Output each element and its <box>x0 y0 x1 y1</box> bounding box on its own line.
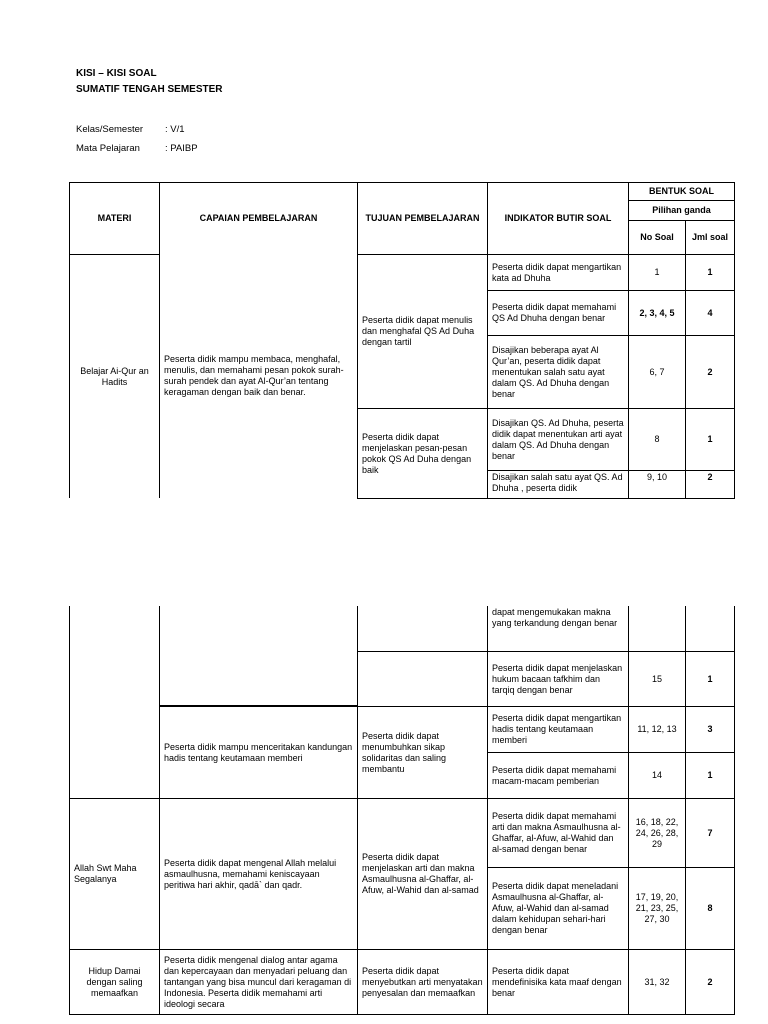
jml-soal-row-4: 1 <box>685 408 735 471</box>
tujuan-menulis: Peserta didik dapat menulis dan menghafal QS Ad Duha dengan tartil <box>357 254 488 409</box>
tujuan-hadis: Peserta didik dapat menumbuhkan sikap solidaritas dan saling membantu <box>357 706 488 799</box>
capaian-damai: Peserta didik mengenal dialog antar agama dan kepercayaan dan menyadari peluang dan tantangan yang bisa muncul dari keragaman di Indonesia. Peserta didik memahami arti ideologi secara <box>159 949 358 1015</box>
no-soal-row-4: 8 <box>628 408 686 471</box>
indikator-row-16: Peserta didik dapat memahami arti dan makna Asmaulhusna al-Ghaffar, al-Afuw, al-Wahid dan al-samad dengan benar <box>487 798 629 868</box>
capaian-hadis: Peserta didik mampu menceritakan kandungan hadis tentang keutamaan memberi <box>159 706 358 799</box>
header-capaian: CAPAIAN PEMBELAJARAN <box>159 182 358 255</box>
indikator-row-11: Peserta didik dapat mengartikan hadis tentang keutamaan memberi <box>487 706 629 753</box>
mapel-value: : PAIBP <box>165 143 198 154</box>
tujuan-damai: Peserta didik dapat menyebutkan arti menyatakan penyesalan dan memaafkan <box>357 949 488 1015</box>
materi-allah: Allah Swt Maha Segalanya <box>69 798 160 950</box>
indikator-row-1: Peserta didik dapat mengartikan kata ad Dhuha <box>487 254 629 291</box>
header-tujuan: TUJUAN PEMBELAJARAN <box>357 182 488 255</box>
tujuan-pesan-pokok: Peserta didik dapat menjelaskan pesan-pesan pokok QS Ad Duha dengan baik <box>357 408 488 499</box>
indikator-row-3: Disajikan beberapa ayat Al Qur’an, peserta didik dapat menentukan salah satu ayat dalam QS. Ad Dhuha dengan benar <box>487 335 629 409</box>
tujuan-tafkhim <box>357 651 488 707</box>
jml-soal-row-15: 1 <box>685 651 735 707</box>
no-soal-row-14: 14 <box>628 752 686 799</box>
tujuan-allah: Peserta didik dapat menjelaskan arti dan makna Asmaulhusna al-Ghaffar, al-Afuw, al-Wahid dan al-samad <box>357 798 488 950</box>
materi-alquran-cont <box>69 606 160 799</box>
header-jml-soal: Jml soal <box>685 220 735 255</box>
jml-soal-row-14: 1 <box>685 752 735 799</box>
no-soal-row-1: 1 <box>628 254 686 291</box>
page-gap <box>0 520 768 598</box>
jml-soal-row-16: 7 <box>685 798 735 868</box>
no-soal-cont <box>628 606 686 652</box>
jml-soal-row-5: 2 <box>685 470 735 499</box>
jml-soal-row-31: 2 <box>685 949 735 1015</box>
jml-soal-row-2: 4 <box>685 290 735 336</box>
header-no-soal: No Soal <box>628 220 686 255</box>
indikator-row-17: Peserta didik dapat meneladani Asmaulhusna al-Ghaffar, al-Afuw, al-Wahid dan al-samad dalam kehidupan sehari-hari dengan benar <box>487 867 629 950</box>
indikator-row-14: Peserta didik dapat memahami macam-macam pemberian <box>487 752 629 799</box>
indikator-row-5: Disajikan salah satu ayat QS. Ad Dhuha , peserta didik <box>487 470 629 499</box>
no-soal-row-17: 17, 19, 20, 21, 23, 25, 27, 30 <box>628 867 686 950</box>
capaian-alquran: Peserta didik mampu membaca, menghafal, menulis, dan memahami pesan pokok surah-surah pendek dan ayat Al-Qur’an tentang keragaman dengan baik dan benar. <box>159 254 358 498</box>
jml-soal-row-11: 3 <box>685 706 735 753</box>
header-pilihan-ganda: Pilihan ganda <box>628 200 735 221</box>
indikator-row-31: Peserta didik dapat mendefinisika kata maaf dengan benar <box>487 949 629 1015</box>
header-materi: MATERI <box>69 182 160 255</box>
jml-soal-row-1: 1 <box>685 254 735 291</box>
jml-soal-row-17: 8 <box>685 867 735 950</box>
no-soal-row-16: 16, 18, 22, 24, 26, 28, 29 <box>628 798 686 868</box>
tujuan-pesan-cont <box>357 606 488 652</box>
materi-alquran: Belajar Ai-Qur an Hadits <box>69 254 160 498</box>
kelas-label: Kelas/Semester <box>76 124 144 135</box>
capaian-allah: Peserta didik dapat mengenal Allah melalui asmaulhusna, memahami keniscayaan peritiwa hari akhir, qadā` dan qadr. <box>159 798 358 950</box>
no-soal-row-11: 11, 12, 13 <box>628 706 686 753</box>
capaian-alquran-cont <box>159 606 358 706</box>
indikator-row-15: Peserta didik dapat menjelaskan hukum bacaan tafkhim dan tarqiq dengan benar <box>487 651 629 707</box>
jml-soal-cont <box>685 606 735 652</box>
no-soal-row-15: 15 <box>628 651 686 707</box>
no-soal-row-3: 6, 7 <box>628 335 686 409</box>
indikator-row-4: Disajikan QS. Ad Dhuha, peserta didik dapat menentukan arti ayat dalam QS. Ad Dhuha dengan benar <box>487 408 629 471</box>
materi-damai: Hidup Damai dengan saling memaafkan <box>69 949 160 1015</box>
no-soal-row-31: 31, 32 <box>628 949 686 1015</box>
header-indikator: INDIKATOR BUTIR SOAL <box>487 182 629 255</box>
indikator-row-2: Peserta didik dapat memahami QS Ad Dhuha dengan benar <box>487 290 629 336</box>
kelas-value: : V/1 <box>165 124 185 135</box>
header-bentuk-soal: BENTUK SOAL <box>628 182 735 201</box>
indikator-cont: dapat mengemukakan makna yang terkandung dengan benar <box>487 606 629 652</box>
document-page-2 <box>0 598 768 1024</box>
mapel-label: Mata Pelajaran <box>76 143 140 154</box>
no-soal-row-2: 2, 3, 4, 5 <box>628 290 686 336</box>
doc-title: KISI – KISI SOAL <box>76 68 157 79</box>
no-soal-row-5: 9, 10 <box>628 470 686 499</box>
doc-subtitle: SUMATIF TENGAH SEMESTER <box>76 84 223 95</box>
jml-soal-row-3: 2 <box>685 335 735 409</box>
